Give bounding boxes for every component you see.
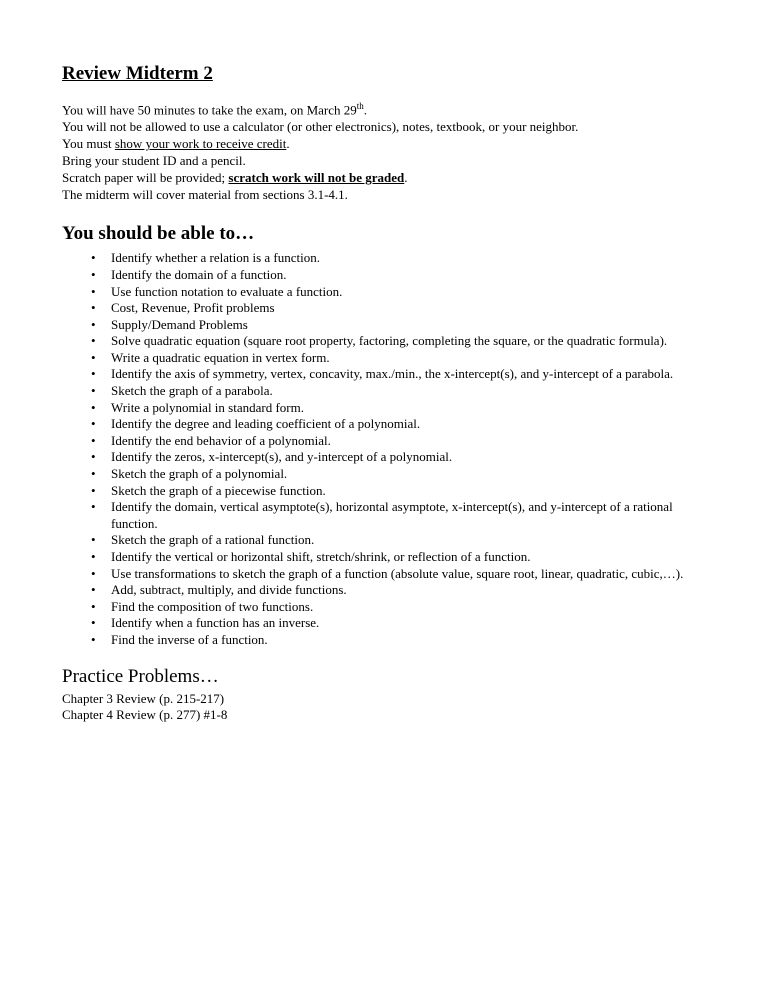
skill-item — [91, 532, 722, 549]
skill-item — [91, 432, 722, 450]
practice-list — [62, 691, 722, 724]
skill-item — [91, 266, 722, 284]
skill-text: Write a polynomial in standard form. — [111, 399, 304, 415]
skill-item — [91, 399, 722, 417]
skill-item — [91, 349, 722, 367]
period: . — [404, 170, 408, 186]
skill-text: Supply/Demand Problems — [111, 316, 248, 332]
skill-text: Use function notation to evaluate a function. — [111, 283, 343, 299]
bullet-icon: • — [91, 349, 96, 365]
skill-text: Cost, Revenue, Profit problems — [111, 300, 275, 316]
bullet-icon: • — [91, 598, 96, 614]
bullet-icon: • — [91, 499, 96, 515]
skill-text: Sketch the graph of a polynomial. — [111, 466, 288, 482]
skill-item — [91, 333, 722, 350]
skill-item — [91, 482, 722, 500]
skill-text: Use transformations to sketch the graph of a function (absolute value, square root, linear, quadratic, cubic,…). — [111, 565, 684, 581]
bullet-icon: • — [91, 615, 96, 631]
skill-item — [91, 283, 722, 301]
skill-text: Identify the axis of symmetry, vertex, concavity, max./min., the x-intercept(s), and y-intercept of a parabola. — [111, 366, 674, 382]
skill-item — [91, 466, 722, 483]
scratch-paper-emphasis: scratch work will not be graded — [228, 170, 405, 186]
skill-text: Write a quadratic equation in vertex form. — [111, 349, 330, 365]
bring-id-line: Bring your student ID and a pencil. — [62, 153, 246, 169]
exam-info — [62, 98, 722, 203]
skills-list — [62, 250, 722, 648]
skill-item — [91, 416, 722, 433]
bullet-icon: • — [91, 416, 96, 432]
skill-text: Identify the end behavior of a polynomial. — [111, 432, 331, 448]
bullet-icon: • — [91, 482, 96, 498]
skill-text: Sketch the graph of a rational function. — [111, 532, 315, 548]
bullet-icon: • — [91, 432, 96, 448]
bullet-icon: • — [91, 366, 96, 382]
document-content — [62, 62, 722, 724]
skill-text: Identify the domain of a function. — [111, 266, 287, 282]
ordinal-suffix: th — [356, 101, 364, 111]
bullet-icon: • — [91, 283, 96, 299]
skill-item — [91, 449, 722, 466]
skills-heading: You should be able to… — [62, 223, 255, 245]
bullet-icon: • — [91, 399, 96, 415]
skill-text: Add, subtract, multiply, and divide functions. — [111, 582, 347, 598]
skill-text: Find the inverse of a function. — [111, 631, 268, 647]
bullet-icon: • — [91, 549, 96, 565]
practice-item: Chapter 4 Review (p. 277) #1-8 — [62, 707, 228, 723]
skill-item — [91, 250, 722, 267]
bullet-icon: • — [91, 631, 96, 647]
skill-text: Identify the domain, vertical asymptote(s), horizontal asymptote, x-intercept(s), and y-intercept of a rational function. — [111, 499, 673, 531]
bullet-icon: • — [91, 300, 96, 316]
skill-text: Identify whether a relation is a function. — [111, 250, 321, 266]
skill-text: Sketch the graph of a piecewise function. — [111, 482, 326, 498]
bullet-icon: • — [91, 266, 96, 282]
skill-text: Find the composition of two functions. — [111, 598, 314, 614]
bullet-icon: • — [91, 333, 96, 349]
skill-item — [91, 598, 722, 616]
skill-text: Identify the degree and leading coefficient of a polynomial. — [111, 416, 421, 432]
skill-item — [91, 565, 722, 583]
bullet-icon: • — [91, 316, 96, 332]
bullet-icon: • — [91, 383, 96, 399]
skill-item — [91, 549, 722, 566]
exam-time-text: You will have 50 minutes to take the exam, on March 29 — [62, 102, 357, 118]
show-work-line — [62, 135, 722, 152]
skill-item — [91, 615, 722, 632]
skill-text: Sketch the graph of a parabola. — [111, 383, 273, 399]
skill-item — [91, 631, 722, 649]
bullet-icon: • — [91, 565, 96, 581]
skill-text: Identify the zeros, x-intercept(s), and y-intercept of a polynomial. — [111, 449, 453, 465]
skill-item — [91, 582, 722, 599]
practice-heading: Practice Problems… — [62, 665, 219, 687]
bullet-icon: • — [91, 449, 96, 465]
bullet-icon: • — [91, 250, 96, 266]
scratch-paper-line — [62, 169, 722, 186]
scratch-paper-prefix: Scratch paper will be provided; — [62, 170, 229, 186]
skill-item — [91, 300, 722, 317]
skill-text: Solve quadratic equation (square root property, factoring, completing the square, or the quadratic formula). — [111, 333, 668, 349]
bullet-icon: • — [91, 532, 96, 548]
show-work-prefix: You must — [62, 136, 115, 152]
skill-text: Identify when a function has an inverse. — [111, 615, 320, 631]
exam-rules-line: You will not be allowed to use a calculator (or other electronics), notes, textbook, or your neighbor. — [62, 119, 579, 135]
exam-time-line — [62, 98, 722, 118]
period: . — [286, 136, 290, 152]
bullet-icon: • — [91, 582, 96, 598]
page-title: Review Midterm 2 — [62, 63, 213, 84]
practice-item: Chapter 3 Review (p. 215-217) — [62, 690, 225, 706]
skill-item — [91, 316, 722, 334]
period: . — [363, 102, 368, 118]
skill-item — [91, 499, 722, 532]
show-work-emphasis: show your work to receive credit — [114, 136, 287, 152]
skill-item — [91, 366, 722, 383]
bullet-icon: • — [91, 466, 96, 482]
skill-item — [91, 383, 722, 400]
coverage-line: The midterm will cover material from sections 3.1-4.1. — [62, 187, 348, 203]
skill-text: Identify the vertical or horizontal shift, stretch/shrink, or reflection of a function. — [111, 549, 531, 565]
